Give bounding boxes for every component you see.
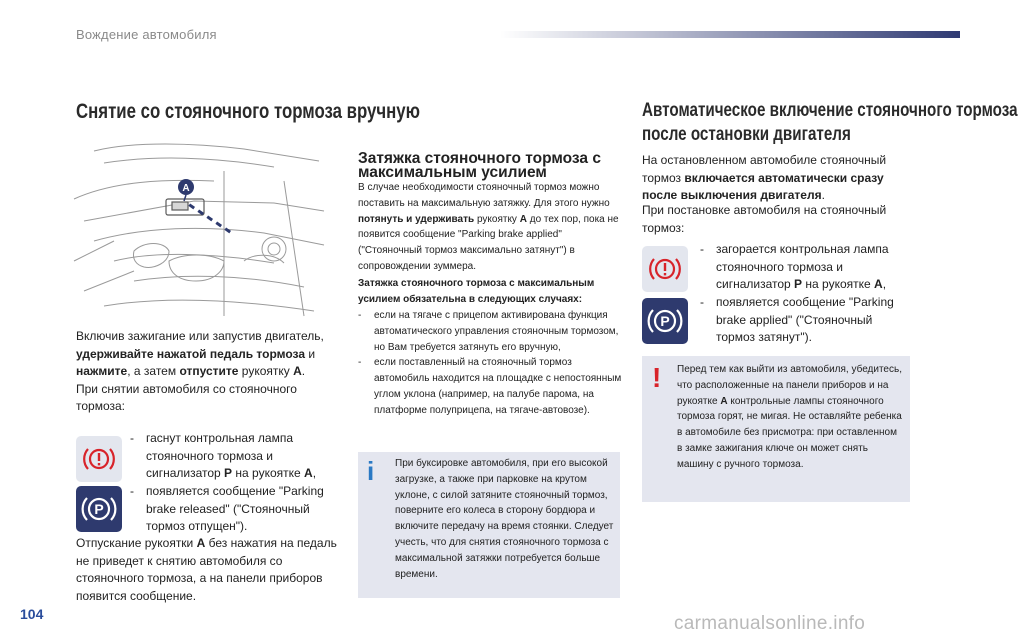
middle-section-title: Затяжка стояночного тормоза с максимальным усилием: [358, 150, 601, 181]
middle-list-item: [358, 308, 622, 355]
svg-text:P: P: [660, 313, 670, 329]
left-intro-rich: Включив зажигание или запустив двигатель, удерживайте нажатой педаль тормоза и нажмите, а затем отпустите рукоятку A.: [76, 329, 324, 378]
right-para: На остановленном автомобиле стояночный тормоз включается автоматически сразу после выключения двигателя.: [642, 153, 887, 202]
middle-list-item-text: если поставленный на стояночный тормоз автомобиль находится на площадке с непостоянным углом уклона (например, на палубе парома, на платформе полуприцепа, на тягаче-автовозе).: [374, 357, 622, 416]
dash: -: [700, 242, 704, 256]
right-section-title-2: после остановки двигателя: [642, 124, 851, 145]
middle-para: В случае необходимости стояночный тормоз можно поставить на максимальную затяжку. Для этого нужно потянуть и удерживать рукоятку A до тех пор, пока не появится сообщение "Parking brake applied" ("Стояночный тормоз максимально затянут") в сопровождении зуммера.: [358, 182, 619, 272]
dash: -: [358, 357, 362, 369]
left-bullet-1-text: гаснут контрольная лампа стояночного тормоза и сигнализатор P на рукоятке A,: [146, 431, 317, 480]
left-intro: [76, 328, 340, 416]
left-intro2: При снятии автомобиля со стояночного тормоза:: [76, 381, 297, 413]
brake-warning-icon: [642, 246, 688, 292]
dash: -: [130, 484, 134, 498]
svg-text:P: P: [94, 501, 104, 517]
console-illustration: [74, 141, 337, 318]
left-section-title: Снятие со стояночного тормоза вручную: [76, 100, 420, 123]
info-note-text: При буксировке автомобиля, при его высокой загрузке, а также при парковке на крутом уклоне, с силой затяните стояночный тормоз, поверните его колеса в сторону бордюра и включите передачу на время стоянки. Следует учесть, что для снятия стояночного тормоза с максимальной затяжки потребуется больше времени.: [395, 458, 614, 580]
callout-a-label: A: [182, 183, 190, 194]
middle-list: [358, 308, 622, 419]
brake-warning-icon: [76, 436, 122, 482]
middle-list-item: [358, 355, 622, 418]
right-bullet-1-text: загорается контрольная лампа стояночного тормоза и сигнализатор P на рукоятке A,: [716, 242, 889, 291]
info-icon: i: [367, 456, 375, 486]
watermark: carmanualsonline.info: [674, 613, 866, 634]
middle-bold-para: Затяжка стояночного тормоза с максимальным усилием обязательна в следующих случаях:: [358, 278, 595, 305]
right-bullet-2: [700, 294, 910, 347]
parking-brake-p-icon: [76, 486, 122, 532]
dash: -: [358, 310, 362, 321]
parking-brake-p-icon: [642, 298, 688, 344]
console-drawing: [74, 141, 337, 318]
page-number: 104: [20, 606, 44, 622]
dash: -: [130, 431, 134, 445]
warning-exclamation-icon: !: [652, 362, 662, 393]
header-gradient-bar: [500, 31, 960, 38]
left-bullet-1: [130, 430, 342, 483]
dash: -: [700, 295, 704, 309]
left-bullet-2: [130, 483, 342, 536]
left-bullet-2-text: появляется сообщение "Parking brake released" ("Стояночный тормоз отпущен").: [146, 484, 324, 533]
right-bullet-2-text: появляется сообщение "Parking brake applied" ("Стояночный тормоз затянут").: [716, 295, 894, 344]
warning-note-text: Перед тем как выйти из автомобиля, убедитесь, что расположенные на панели приборов и на рукоятке A контрольные лампы стояночного тормоза горят, не мигая. Не оставляйте ребенка в автомобиле без присмотра: при оставленном в замке зажигания ключе он может снять машину с ручного тормоза.: [677, 364, 902, 470]
right-bullet-1: [700, 241, 910, 294]
section-header: Вождение автомобиля: [76, 27, 217, 42]
right-para2: При постановке автомобиля на стояночный тормоз:: [642, 203, 887, 235]
right-section-title-1: Автоматическое включение стояночного тормоза: [642, 100, 1018, 121]
middle-list-item-text: если на тягаче с прицепом активирована функция автоматического управления стояночным тормозом, но Вам требуется затянуть его вручную,: [374, 310, 619, 353]
left-outro: Отпускание рукоятки A без нажатия на педаль не приведет к снятию автомобиля со стояночного тормоза, а на панели приборов появится сообщение.: [76, 536, 337, 603]
